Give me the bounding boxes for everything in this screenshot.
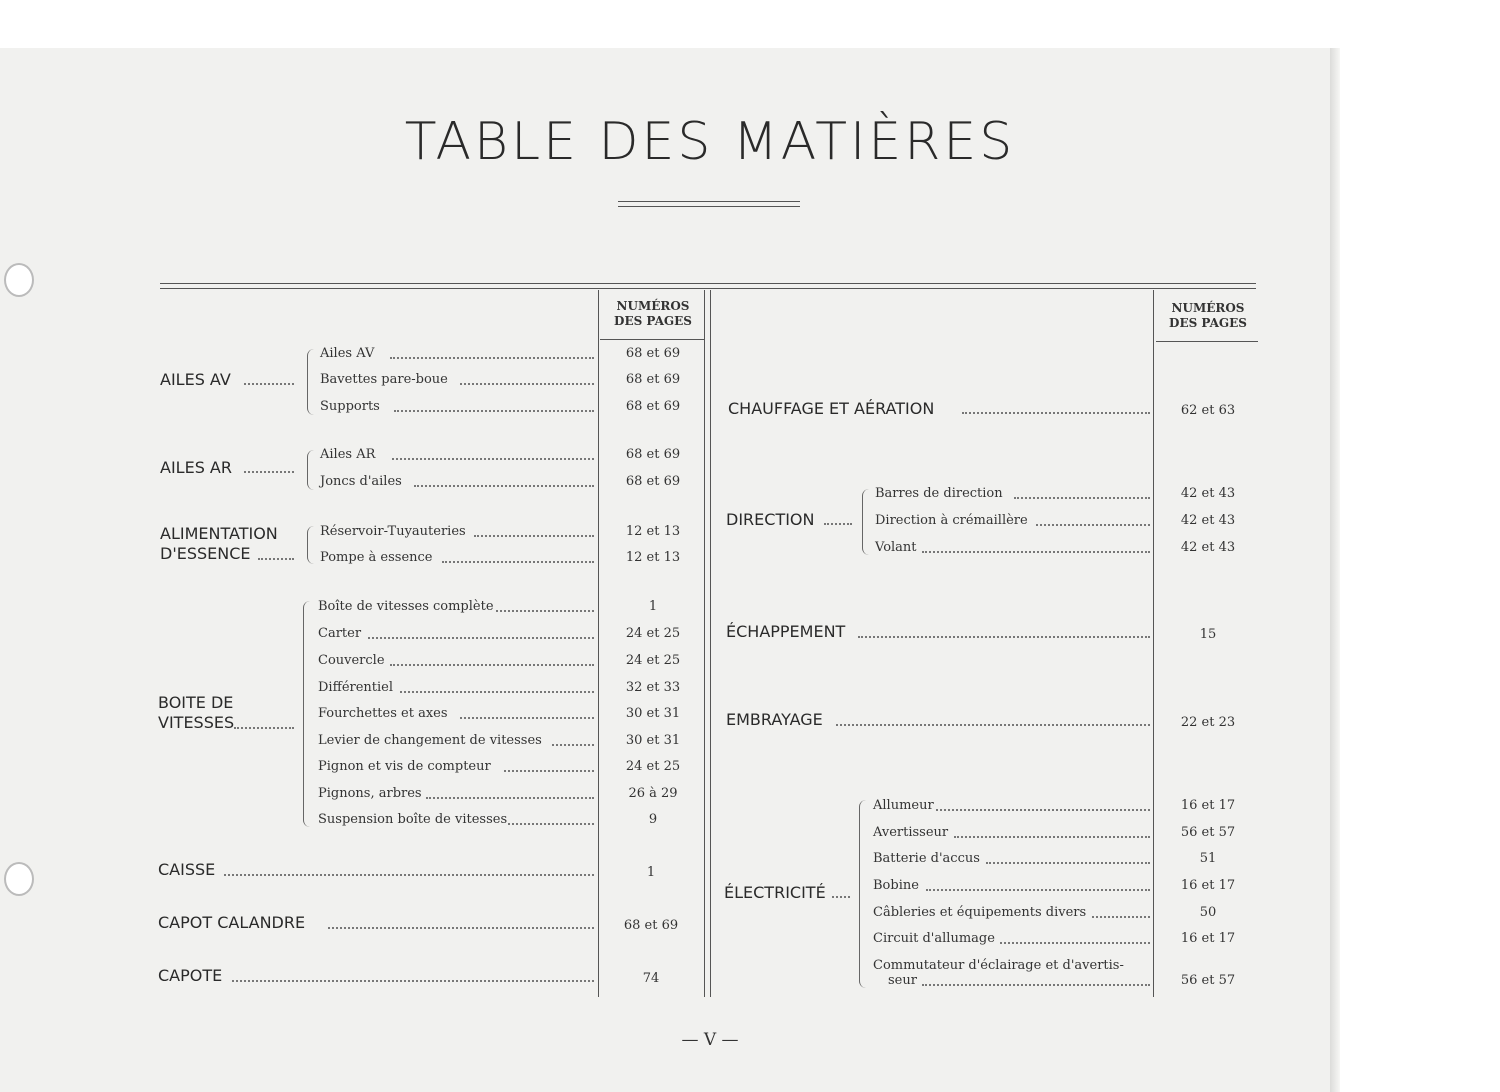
- title-rule-top: [618, 201, 800, 202]
- dot-leader: [442, 561, 594, 563]
- category-leader: [962, 412, 1150, 414]
- entry-pages: 68 et 69: [625, 346, 681, 361]
- entry-pages: 24 et 25: [625, 759, 681, 774]
- dot-leader: [1014, 497, 1150, 499]
- entry-label: Couvercle: [318, 653, 385, 668]
- entry-label: Boîte de vitesses complète: [318, 599, 494, 614]
- category-alimentation-line1: ALIMENTATION: [160, 524, 278, 543]
- document-page: [0, 48, 1338, 1092]
- category-electricite: ÉLECTRICITÉ: [724, 883, 826, 902]
- category-ailes-av: AILES AV: [160, 370, 231, 389]
- category-leader: [832, 896, 850, 898]
- entry-label: Supports: [320, 399, 380, 414]
- page-title: TABLE DES MATIÈRES: [404, 112, 1016, 172]
- entry-pages: 68 et 69: [625, 372, 681, 387]
- entry-label: Pompe à essence: [320, 550, 433, 565]
- brace: [307, 450, 314, 490]
- category-direction: DIRECTION: [726, 510, 815, 529]
- category-caisse: CAISSE: [158, 860, 216, 879]
- entry-label: Volant: [875, 540, 917, 555]
- dot-leader: [1000, 942, 1150, 944]
- entry-label: Bavettes pare-boue: [320, 372, 448, 387]
- page-edge: [1330, 48, 1340, 1092]
- brace: [862, 489, 869, 555]
- entry-label: Circuit d'allumage: [873, 931, 995, 946]
- center-divider-b: [710, 290, 711, 997]
- dot-leader: [426, 797, 594, 799]
- entry-pages: 42 et 43: [1180, 513, 1236, 528]
- entry-pages: 51: [1199, 851, 1217, 866]
- dot-leader: [922, 984, 1150, 986]
- dot-leader: [474, 535, 594, 537]
- entry-pages: 16 et 17: [1180, 878, 1236, 893]
- dot-leader: [936, 809, 1150, 811]
- category-leader: [234, 727, 294, 729]
- table-rule-bottom: [160, 288, 1256, 289]
- left-header-line2: DES PAGES: [614, 314, 692, 328]
- dot-leader: [508, 823, 594, 825]
- brace: [859, 800, 866, 988]
- entry-label: Avertisseur: [873, 825, 949, 840]
- entry-label: Réservoir-Tuyauteries: [320, 524, 466, 539]
- entry-label: Suspension boîte de vitesses: [318, 812, 508, 827]
- entry-label: Pignons, arbres: [318, 786, 422, 801]
- right-column-header: [1156, 301, 1260, 331]
- category-leader: [258, 558, 294, 560]
- dot-leader: [368, 637, 594, 639]
- entry-label: Commutateur d'éclairage et d'avertis-: [873, 958, 1124, 973]
- entry-label: Pignon et vis de compteur: [318, 759, 491, 774]
- entry-pages: 22 et 23: [1180, 715, 1236, 730]
- entry-pages: 12 et 13: [625, 524, 681, 539]
- entry-label: Bobine: [873, 878, 919, 893]
- category-leader: [244, 383, 294, 385]
- entry-label: Ailes AV: [320, 346, 375, 361]
- title-rule-bottom: [618, 206, 800, 207]
- entry-label: Différentiel: [318, 680, 394, 695]
- category-leader: [824, 523, 852, 525]
- category-echappement: ÉCHAPPEMENT: [726, 622, 846, 641]
- left-header-rule: [600, 339, 704, 340]
- category-ailes-ar: AILES AR: [160, 458, 232, 477]
- category-boite-line2: VITESSES: [158, 713, 235, 732]
- dot-leader: [922, 551, 1150, 553]
- dot-leader: [926, 889, 1150, 891]
- right-pages-divider: [1153, 290, 1154, 997]
- entry-label: Fourchettes et axes: [318, 706, 448, 721]
- brace: [303, 601, 310, 827]
- dot-leader: [460, 717, 594, 719]
- dot-leader: [1036, 524, 1150, 526]
- category-leader: [836, 724, 1150, 726]
- entry-pages: 30 et 31: [625, 706, 681, 721]
- entry-pages: 12 et 13: [625, 550, 681, 565]
- entry-pages: 26 à 29: [628, 786, 678, 801]
- dot-leader: [460, 383, 594, 385]
- left-column-header: [600, 299, 706, 329]
- dot-leader: [390, 664, 594, 666]
- brace: [307, 526, 314, 564]
- right-header-line1: NUMÉROS: [1171, 301, 1245, 315]
- entry-pages: 15: [1199, 627, 1217, 642]
- dot-leader: [390, 357, 594, 359]
- page-number: — V —: [681, 1030, 739, 1050]
- entry-pages: 16 et 17: [1180, 798, 1236, 813]
- entry-pages: 1: [648, 599, 658, 614]
- category-chauffage: CHAUFFAGE ET AÉRATION: [728, 399, 935, 418]
- entry-label: Levier de changement de vitesses: [318, 733, 542, 748]
- dot-leader: [1092, 916, 1150, 918]
- category-alimentation-line2: D'ESSENCE: [160, 544, 251, 563]
- entry-label: Ailes AR: [320, 447, 376, 462]
- entry-pages: 24 et 25: [625, 626, 681, 641]
- entry-pages: 50: [1199, 905, 1217, 920]
- category-leader: [244, 471, 294, 473]
- right-header-line2: DES PAGES: [1169, 316, 1247, 330]
- entry-label: Carter: [318, 626, 362, 641]
- dot-leader: [552, 744, 594, 746]
- category-boite-line1: BOITE DE: [158, 693, 234, 712]
- dot-leader: [392, 458, 594, 460]
- dot-leader: [986, 862, 1150, 864]
- entry-pages: 62 et 63: [1180, 403, 1236, 418]
- dot-leader: [394, 410, 594, 412]
- category-leader: [232, 980, 594, 982]
- dot-leader: [954, 836, 1150, 838]
- entry-pages: 9: [648, 812, 658, 827]
- entry-pages: 1: [646, 865, 656, 880]
- entry-label: Câbleries et équipements divers: [873, 905, 1087, 920]
- entry-label: Barres de direction: [875, 486, 1003, 501]
- entry-pages: 68 et 69: [625, 474, 681, 489]
- entry-pages: 16 et 17: [1180, 931, 1236, 946]
- entry-label: Joncs d'ailes: [320, 474, 402, 489]
- left-header-line1: NUMÉROS: [616, 299, 690, 313]
- entry-label-continued: seur: [888, 973, 917, 988]
- entry-pages: 24 et 25: [625, 653, 681, 668]
- entry-pages: 42 et 43: [1180, 540, 1236, 555]
- dot-leader: [400, 691, 594, 693]
- left-pages-divider: [598, 290, 599, 997]
- punch-hole-top: [4, 263, 34, 297]
- entry-label: Allumeur: [873, 798, 934, 813]
- table-rule-top: [160, 283, 1256, 284]
- entry-pages: 56 et 57: [1180, 973, 1236, 988]
- entry-label: Batterie d'accus: [873, 851, 980, 866]
- category-leader: [328, 927, 594, 929]
- category-leader: [858, 636, 1150, 638]
- brace: [307, 349, 314, 415]
- category-capot-calandre: CAPOT CALANDRE: [158, 913, 306, 932]
- center-divider-a: [704, 290, 705, 997]
- dot-leader: [414, 485, 594, 487]
- right-header-rule: [1156, 341, 1258, 342]
- entry-pages: 68 et 69: [625, 447, 681, 462]
- entry-pages: 42 et 43: [1180, 486, 1236, 501]
- entry-pages: 32 et 33: [625, 680, 681, 695]
- entry-label: Direction à crémaillère: [875, 513, 1028, 528]
- entry-pages: 68 et 69: [623, 918, 679, 933]
- dot-leader: [496, 610, 594, 612]
- entry-pages: 30 et 31: [625, 733, 681, 748]
- dot-leader: [504, 770, 594, 772]
- category-embrayage: EMBRAYAGE: [726, 710, 823, 729]
- category-capote: CAPOTE: [158, 966, 223, 985]
- entry-pages: 56 et 57: [1180, 825, 1236, 840]
- entry-pages: 68 et 69: [625, 399, 681, 414]
- punch-hole-bottom: [4, 862, 34, 896]
- category-leader: [224, 874, 594, 876]
- entry-pages: 74: [642, 971, 660, 986]
